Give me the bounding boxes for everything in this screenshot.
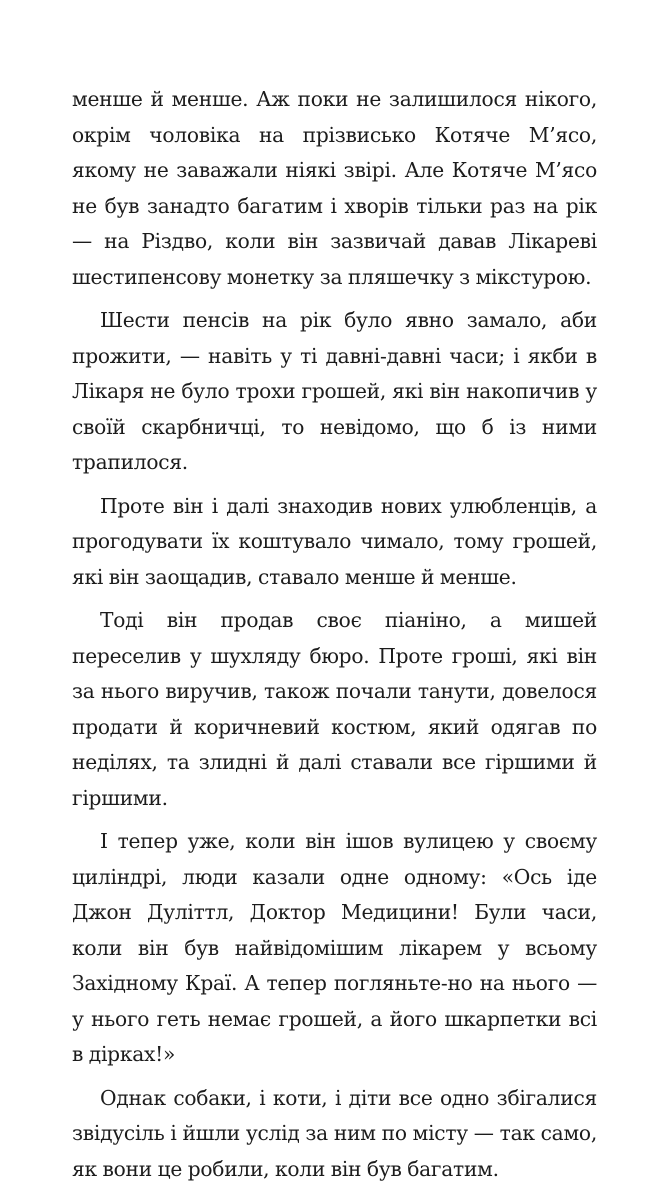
paragraph-6: Однак собаки, і коти, і діти все одно збігалися звідусіль і йшли услід за ним по місту — так само, як вони це робили, коли він був багатим. [72, 1085, 597, 1181]
paragraph-2: Шести пенсів на рік було явно замало, аби прожити, — навіть у ті давні-давні часи; і якби в Лікаря не було трохи грошей, які він накопичив у своїй скарбничці, то невідомо, що б із ними трапилося. [72, 308, 597, 474]
paragraph-3: Проте він і далі знаходив нових улюбленців, а прогодувати їх коштувало чимало, тому грошей, які він заощадив, ставало менше й менше. [72, 493, 597, 589]
book-page-text [72, 82, 597, 1195]
paragraph-5: І тепер уже, коли він ішов вулицею у своєму циліндрі, люди казали одне одному: «Ось іде Джон Дуліттл, Доктор Медицини! Були часи, коли він був найвідомішим лікарем у всьому Західному Краї. А тепер погляньте-но на нього — у нього геть немає грошей, а його шкарпетки всі в дірках!» [72, 829, 597, 1066]
paragraph-4: Тоді він продав своє піаніно, а мишей переселив у шухляду бюро. Проте гроші, які він за нього виручив, також почали танути, довелося продати й коричневий костюм, який одягав по неділях, та злидні й далі ставали все гіршими й гіршими. [72, 608, 597, 810]
paragraph-1: менше й менше. Аж поки не залишилося нікого, окрім чоловіка на прізвисько Котяче М’ясо, якому не заважали ніякі звірі. Але Котяче М’ясо не був занадто багатим і хворів тільки раз на рік — на Різдво, коли він зазвичай давав Лікареві шестипенсову монетку за пляшечку з мікстурою. [72, 87, 597, 289]
